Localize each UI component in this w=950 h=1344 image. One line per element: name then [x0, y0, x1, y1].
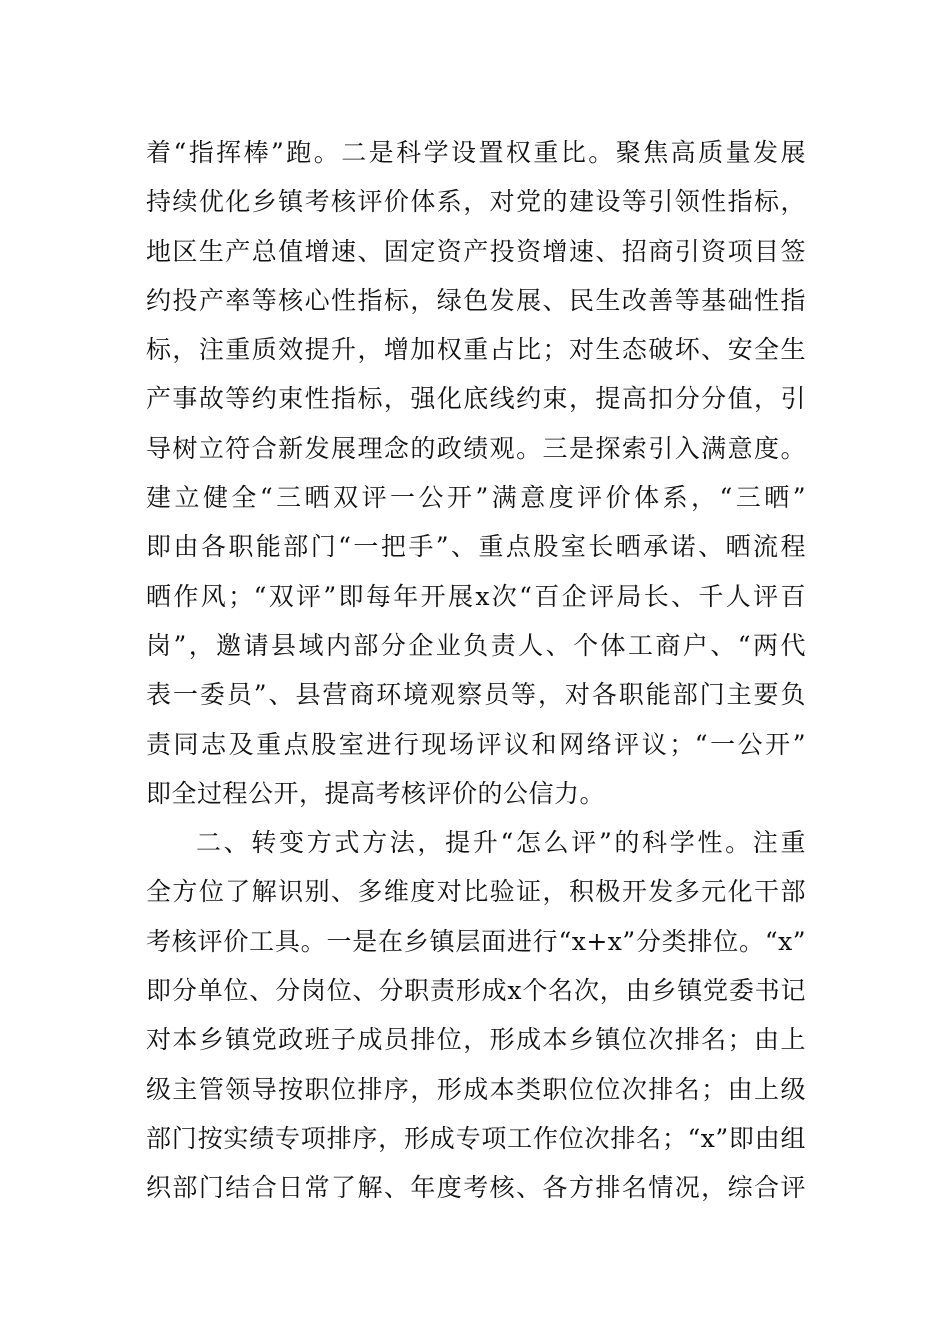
text-line: 级主管领导按职位排序，形成本类职位位次排名；由上级 [146, 1074, 806, 1104]
text-line: 着“指挥棒”跑。二是科学设置权重比。聚焦高质量发展 [146, 138, 806, 167]
text-line: 约投产率等核心性指标，绿色发展、民生改善等基础性指 [146, 285, 806, 315]
text-line: 全方位了解识别、多维度对比验证，积极开发多元化干部 [146, 877, 806, 907]
text-line: 考核评价工具。一是在乡镇层面进行“x+x”分类排位。“x” [146, 926, 806, 956]
text-line: 地区生产总值增速、固定资产投资增速、招商引资项目签 [146, 236, 806, 266]
text-line: 建立健全“三晒双评一公开”满意度评价体系，“三晒” [146, 483, 806, 513]
text-line: 即全过程公开，提高考核评价的公信力。 [146, 778, 606, 808]
text-line: 产事故等约束性指标，强化底线约束，提高扣分分值，引 [146, 384, 806, 414]
text-line: 岗”，邀请县域内部分企业负责人、个体工商户、“两代 [146, 630, 806, 660]
text-line: 责同志及重点股室进行现场评议和网络评议；“一公开” [146, 729, 806, 759]
paragraph-first-line: 二、转变方式方法，提升“怎么评”的科学性。注重 [196, 828, 806, 858]
text-line: 即分单位、分岗位、分职责形成x个名次，由乡镇党委书记 [146, 976, 806, 1006]
body-text [146, 128, 806, 1213]
text-line: 导树立符合新发展理念的政绩观。三是探索引入满意度。 [146, 433, 806, 463]
text-line: 部门按实绩专项排序，形成专项工作位次排名；“x”即由组 [146, 1123, 806, 1153]
text-line: 持续优化乡镇考核评价体系，对党的建设等引领性指标， [146, 187, 806, 217]
text-line: 即由各职能部门“一把手”、重点股室长晒承诺、晒流程 [146, 532, 806, 562]
text-line: 表一委员”、县营商环境观察员等，对各职能部门主要负 [146, 680, 806, 710]
text-line: 对本乡镇党政班子成员排位，形成本乡镇位次排名；由上 [146, 1025, 806, 1055]
text-line: 晒作风；“双评”即每年开展x次“百企评局长、千人评百 [146, 581, 806, 611]
text-line: 织部门结合日常了解、年度考核、各方排名情况，综合评 [146, 1173, 806, 1203]
text-line: 标，注重质效提升，增加权重占比；对生态破坏、安全生 [146, 335, 806, 365]
